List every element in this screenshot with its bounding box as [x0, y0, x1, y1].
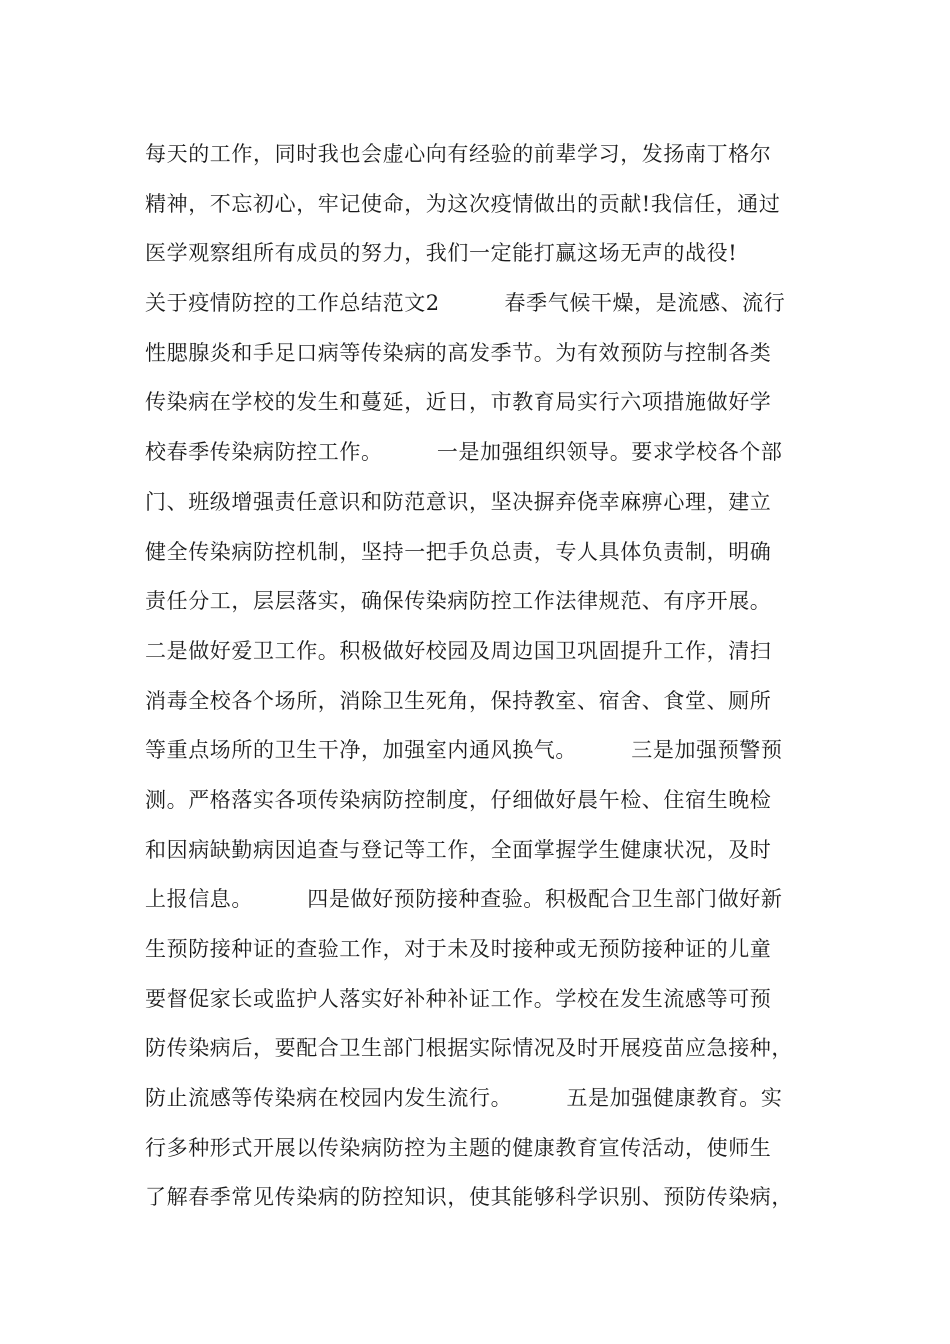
document-body-text: [145, 130, 845, 1223]
text-line: 二是做好爱卫工作。积极做好校园及周边国卫巩固提升工作，清扫: [145, 638, 772, 663]
text-line: 上报信息。 四是做好预防接种查验。积极配合卫生部门做好新: [145, 887, 783, 912]
text-line: 校春季传染病防控工作。 一是加强组织领导。要求学校各个部: [145, 440, 783, 465]
text-line: 性腮腺炎和手足口病等传染病的高发季节。为有效预防与控制各类: [145, 340, 772, 365]
text-line: 消毒全校各个场所，消除卫生死角，保持教室、宿舍、食堂、厕所: [145, 688, 772, 713]
text-line: 关于疫情防控的工作总结范文2 春季气候干燥，是流感、流行: [145, 291, 786, 316]
text-line: 测。严格落实各项传染病防控制度，仔细做好晨午检、住宿生晚检: [145, 787, 772, 812]
text-line: 精神，不忘初心，牢记使命，为这次疫情做出的贡献!我信任，通过: [145, 191, 781, 216]
text-line: 健全传染病防控机制，坚持一把手负总责，专人具体负责制，明确: [145, 539, 772, 564]
text-line: 责任分工，层层落实，确保传染病防控工作法律规范、有序开展。: [145, 589, 772, 614]
text-line: 行多种形式开展以传染病防控为主题的健康教育宣传活动，使师生: [145, 1135, 772, 1160]
text-line: 门、班级增强责任意识和防范意识，坚决摒弃侥幸麻痹心理，建立: [145, 489, 772, 514]
text-line: 防止流感等传染病在校园内发生流行。 五是加强健康教育。实: [145, 1086, 783, 1111]
text-line: 每天的工作，同时我也会虚心向有经验的前辈学习，发扬南丁格尔: [145, 142, 772, 166]
text-line: 防传染病后，要配合卫生部门根据实际情况及时开展疫苗应急接种，: [145, 1036, 793, 1061]
text-line: 生预防接种证的查验工作，对于未及时接种或无预防接种证的儿童: [145, 937, 772, 961]
text-line: 传染病在学校的发生和蔓延，近日，市教育局实行六项措施做好学: [145, 390, 772, 415]
text-line: 了解春季常见传染病的防控知识，使其能够科学识别、预防传染病，: [145, 1185, 793, 1210]
text-line: 要督促家长或监护人落实好补种补证工作。学校在发生流感等可预: [145, 986, 772, 1011]
text-line: 等重点场所的卫生干净，加强室内通风换气。 三是加强预警预: [145, 738, 783, 763]
text-line: 和因病缺勤病因追查与登记等工作，全面掌握学生健康状况，及时: [145, 837, 772, 862]
text-line: 医学观察组所有成员的努力，我们一定能打赢这场无声的战役!: [145, 241, 738, 266]
